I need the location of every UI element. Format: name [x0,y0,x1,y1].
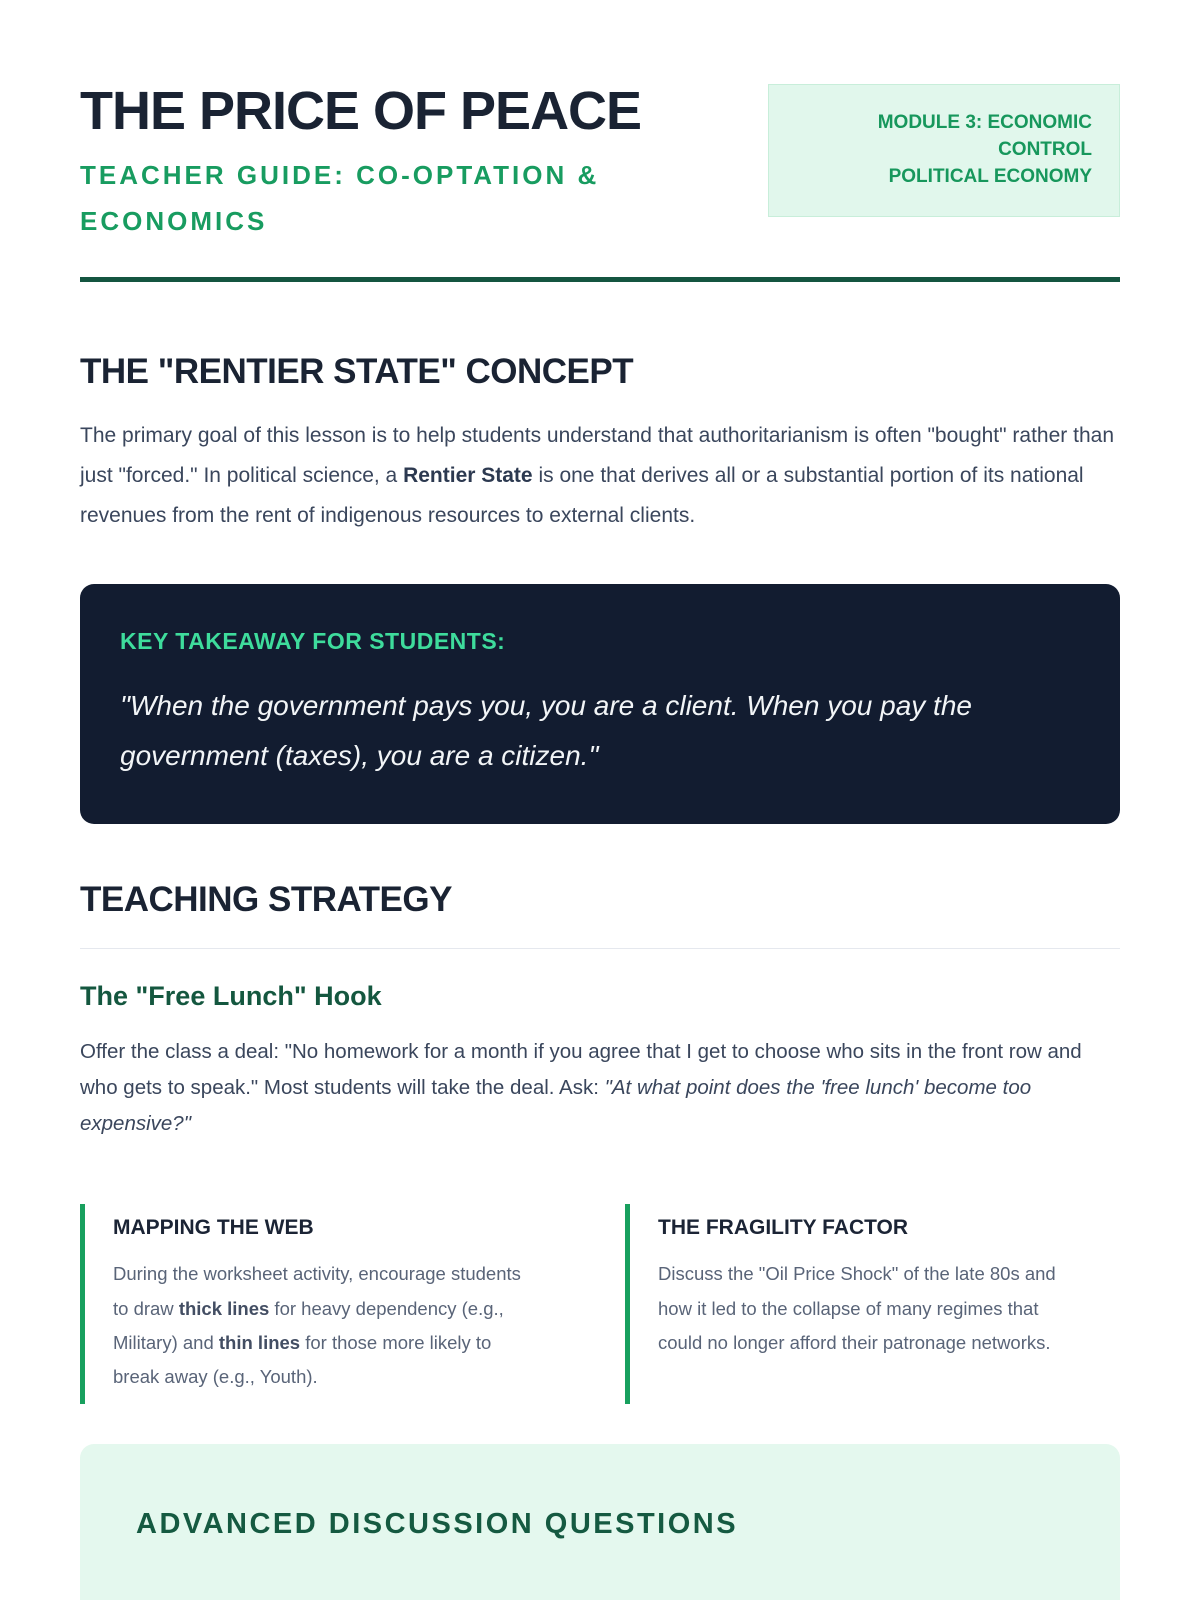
module-badge [768,84,1120,217]
key-takeaway-label: KEY TAKEAWAY FOR STUDENTS: [120,627,506,654]
page-title: THE PRICE OF PEACE [80,81,642,141]
rentier-paragraph-bold: Rentier State [403,464,533,488]
card-text-bold: thin lines [218,1331,301,1353]
hook-paragraph-text: Offer the class a deal: "No homework for a month if you agree that I get to choose who sits in the front row and who gets to speak." Most students will take the deal. Ask: [80,1040,1082,1100]
advanced-discussion-heading: ADVANCED DISCUSSION QUESTIONS [136,1508,739,1541]
section-divider [80,948,1120,949]
card-text: for those more likely to break away (e.g., Youth). [113,1331,492,1388]
rentier-paragraph-text: The primary goal of this lesson is to help students understand that authoritarianism is often "bought" rather than just "forced." In political science, a [80,424,1114,488]
advanced-discussion-box [80,1444,1120,1600]
header-rule [80,277,1120,282]
free-lunch-hook-paragraph [80,1034,1120,1142]
card-text-bold: thick lines [178,1297,270,1319]
free-lunch-hook-heading: The "Free Lunch" Hook [80,981,382,1012]
document-page [80,0,1120,1600]
card-fragility-factor-body: Discuss the "Oil Price Shock" of the late 80s and how it led to the collapse of many regimes that could no longer afford their patronage networks. [658,1263,1056,1353]
card-fragility-factor [625,1204,1120,1404]
key-takeaway-box [80,584,1120,824]
section-heading-rentier-state: THE "RENTIER STATE" CONCEPT [80,351,634,391]
card-mapping-the-web-title: MAPPING THE WEB [113,1216,314,1240]
card-mapping-the-web [80,1204,575,1404]
card-text: for heavy dependency (e.g., Military) and [113,1297,504,1353]
rentier-paragraph [80,416,1120,536]
section-heading-teaching-strategy: TEACHING STRATEGY [80,879,452,919]
header [80,81,1120,245]
rentier-paragraph-text-after: is one that derives all or a substantial portion of its national revenues from the rent of indigenous resources to external clients. [80,464,1084,528]
card-mapping-the-web-body [113,1257,538,1394]
header-title-block [80,81,730,245]
page-subtitle: TEACHER GUIDE: CO-OPTATION & ECONOMICS [80,160,600,237]
card-fragility-factor-title: THE FRAGILITY FACTOR [658,1216,909,1240]
key-takeaway-quote: "When the government pays you, you are a client. When you pay the government (taxes), you are a citizen." [120,689,972,772]
hook-paragraph-italic: "At what point does the 'free lunch' become too expensive?" [80,1076,1032,1136]
module-badge-line2: POLITICAL ECONOMY [888,165,1092,187]
strategy-cards-row [80,1204,1120,1404]
module-badge-line1: MODULE 3: ECONOMIC CONTROL [877,112,1092,160]
card-text: During the worksheet activity, encourage students to draw [113,1263,521,1319]
